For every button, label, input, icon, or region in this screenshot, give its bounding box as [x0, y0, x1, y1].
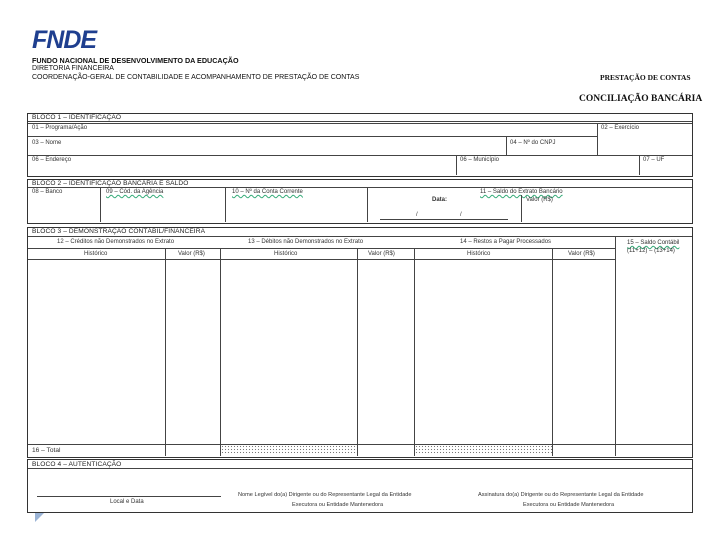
field-cod-agencia: 09 – Cód. da Agência: [106, 189, 164, 195]
org-line-3: COORDENAÇÃO-GERAL DE CONTABILIDADE E ACOMPANHAMENTO DE PRESTAÇÃO DE CONTAS: [32, 74, 360, 81]
signature-sign-sub: Executora ou Entidade Mantenedora: [523, 502, 615, 508]
bloco1-title: BLOCO 1 – IDENTIFICAÇÃO: [32, 114, 122, 121]
date-separator-2: /: [460, 212, 462, 218]
col12-historico: Histórico: [84, 251, 108, 257]
bloco2-title: BLOCO 2 – IDENTIFICAÇÃO BANCÁRIA E SALDO: [32, 180, 189, 187]
document-title: CONCILIAÇÃO BANCÁRIA: [579, 94, 703, 104]
field-nome: 03 – Nome: [32, 140, 62, 146]
total-col14-shade: [415, 445, 552, 455]
valor-label: Valor (R$): [526, 197, 553, 203]
header-right-title: PRESTAÇÃO DE CONTAS: [600, 73, 691, 82]
local-data-label: Local e Data: [110, 499, 144, 505]
field-cnpj: 04 – Nº do CNPJ: [510, 140, 556, 146]
col13-historico: Histórico: [274, 251, 298, 257]
org-line-2: DIRETORIA FINANCEIRA: [32, 65, 114, 72]
bloco4-title: BLOCO 4 – AUTENTICAÇÃO: [32, 461, 122, 468]
bloco3-title: BLOCO 3 – DEMONSTRAÇÃO CONTÁBIL/FINANCEIRA: [32, 228, 206, 235]
field-municipio: 06 – Município: [460, 157, 500, 163]
bloco3-frame: [27, 227, 693, 458]
signature-name-sub: Executora ou Entidade Mantenedora: [292, 502, 384, 508]
col-saldo-formula: (11+12) – (13+14): [627, 248, 675, 254]
local-data-line: [37, 496, 221, 497]
total-label: 16 – Total: [32, 447, 61, 454]
org-line-1: FUNDO NACIONAL DE DESENVOLVIMENTO DA EDUCAÇÃO: [32, 56, 239, 65]
field-uf: 07 – UF: [643, 157, 665, 163]
col14-historico: Histórico: [467, 251, 491, 257]
field-programa-acao: 01 – Programa/Ação: [32, 125, 88, 131]
data-label: Data:: [432, 197, 448, 203]
col14-valor: Valor (R$): [568, 251, 595, 257]
col12-valor: Valor (R$): [178, 251, 205, 257]
date-line: [380, 219, 508, 220]
field-endereco: 06 – Endereço: [32, 157, 72, 163]
col-saldo-contabil: 15 – Saldo Contábil: [627, 240, 680, 246]
signature-sign-label: Assinatura do(a) Dirigente ou do Representante Legal da Entidade: [478, 492, 644, 498]
col-creditos: 12 – Créditos não Demonstrados no Extrato: [57, 239, 175, 245]
field-banco: 08 – Banco: [32, 189, 63, 195]
corner-arrow-icon: [35, 513, 45, 523]
field-saldo-extrato: 11 – Saldo do Extrato Bancário: [480, 189, 563, 195]
fnde-logo: FNDE: [32, 26, 97, 54]
col-debitos: 13 – Débitos não Demonstrados no Extrato: [248, 239, 364, 245]
signature-name-label: Nome Legível do(a) Dirigente ou do Representante Legal da Entidade: [238, 492, 412, 498]
total-col13-shade: [221, 445, 357, 455]
col-restos: 14 – Restos a Pagar Processados: [460, 239, 552, 245]
field-conta-corrente: 10 – Nº da Conta Corrente: [232, 189, 303, 195]
date-separator-1: /: [416, 212, 418, 218]
field-exercicio: 02 – Exercício: [601, 125, 640, 131]
col13-valor: Valor (R$): [368, 251, 395, 257]
